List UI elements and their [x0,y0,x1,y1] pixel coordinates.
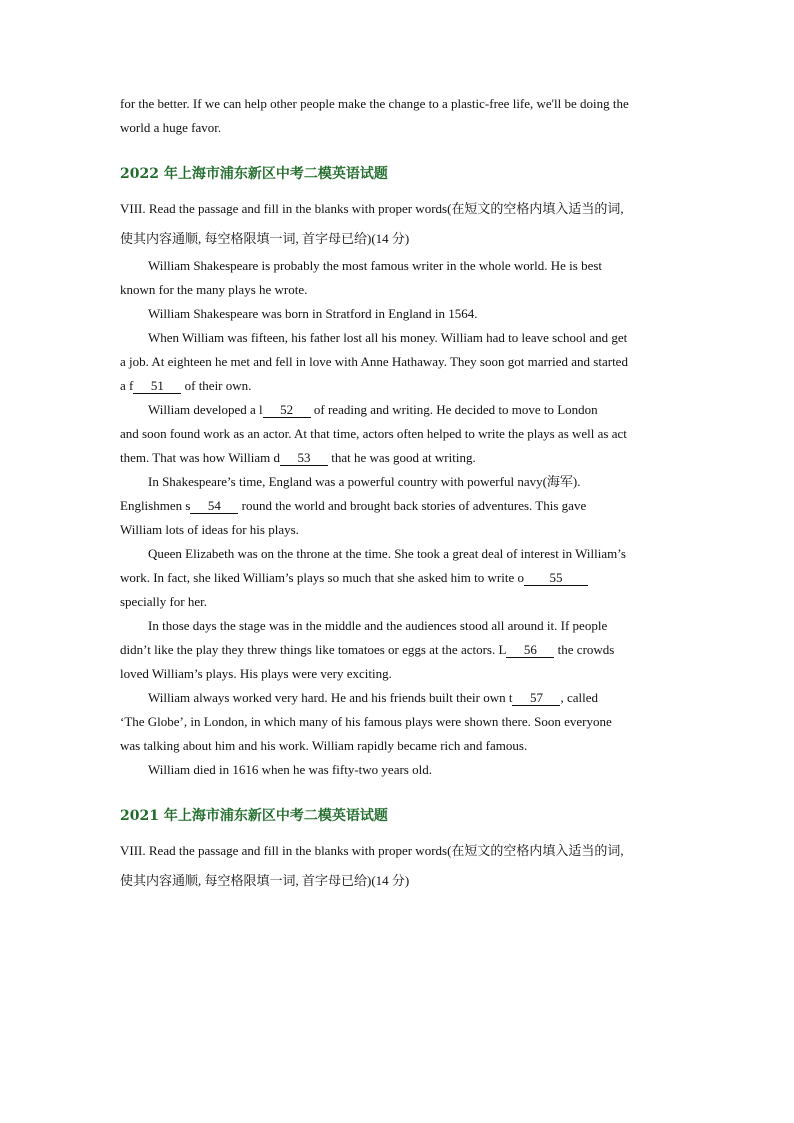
blank-57[interactable]: 57 [512,691,560,706]
passage-p7-line-2 [120,638,676,662]
passage-p3-line-1: When William was fifteen, his father lost all his money. William had to leave school and get [148,330,628,345]
text-segment: a f [120,378,134,393]
section-2022-title: 2022 年上海市浦东新区中考二模英语试题 [120,166,388,182]
text-segment: them. That was how William d [120,450,281,465]
passage-p5-line-3: William lots of ideas for his plays. [120,522,299,537]
passage-p2: William Shakespeare was born in Stratford in England in 1564. [148,306,478,321]
blank-55[interactable]: 55 [524,571,588,586]
passage-p8-line-1 [120,686,676,710]
passage-p1-line-2: known for the many plays he wrote. [120,282,308,297]
text-segment: William developed a l [148,402,263,417]
passage-p7-line-1: In those days the stage was in the middle and the audiences stood all around it. If people [148,618,608,633]
passage-p6-line-3: specially for her. [120,594,207,609]
passage-p4-line-3 [120,446,676,470]
blank-53[interactable]: 53 [280,451,328,466]
blank-52[interactable]: 52 [263,403,311,418]
text-segment: didn’t like the play they threw things like tomatoes or eggs at the actors. L [120,642,507,657]
passage-p4-line-1 [120,398,676,422]
intro-line-1: for the better. If we can help other people make the change to a plastic-free life, we'll be doing the [120,96,629,111]
section-2022-instruction-1: VIII. Read the passage and fill in the blanks with proper words(在短文的空格内填入适当的词, [120,201,624,216]
text-segment: work. In fact, she liked William’s plays so much that she asked him to write o [120,570,524,585]
passage-p6-line-2 [120,566,676,590]
passage-p3-line-2: a job. At eighteen he met and fell in love with Anne Hathaway. They soon got married and started [120,354,628,369]
blank-51[interactable]: 51 [133,379,181,394]
section-2022-instruction-2: 使其内容通顺, 每空格限填一词, 首字母已给)(14 分) [120,231,410,246]
text-segment: of reading and writing. He decided to move to London [310,402,598,417]
text-segment: William always worked very hard. He and his friends built their own t [148,690,513,705]
passage-p1-line-1: William Shakespeare is probably the most famous writer in the whole world. He is best [148,258,603,273]
passage-p9: William died in 1616 when he was fifty-two years old. [148,762,432,777]
blank-56[interactable]: 56 [506,643,554,658]
passage-p5-line-1: In Shakespeare’s time, England was a powerful country with powerful navy(海军). [148,474,581,489]
passage-p8-line-3: was talking about him and his work. William rapidly became rich and famous. [120,738,528,753]
passage-p3-line-3 [120,374,676,398]
passage-p6-line-1: Queen Elizabeth was on the throne at the time. She took a great deal of interest in William’s [148,546,626,561]
text-segment: , called [560,690,599,705]
text-segment: Englishmen s [120,498,191,513]
document-page [120,92,676,896]
intro-line-2: world a huge favor. [120,120,222,135]
passage-p4-line-2: and soon found work as an actor. At that time, actors often helped to write the plays as well as act [120,426,627,441]
section-2021-instruction-1: VIII. Read the passage and fill in the blanks with proper words(在短文的空格内填入适当的词, [120,843,624,858]
text-segment: of their own. [181,378,252,393]
text-segment: round the world and brought back stories of adventures. This gave [238,498,587,513]
passage-p8-line-2: ‘The Globe’, in London, in which many of his famous plays were shown there. Soon everyone [120,714,612,729]
blank-54[interactable]: 54 [190,499,238,514]
section-2021-instruction-2: 使其内容通顺, 每空格限填一词, 首字母已给)(14 分) [120,873,410,888]
passage-p7-line-3: loved William’s plays. His plays were very exciting. [120,666,392,681]
section-2021-title: 2021 年上海市浦东新区中考二模英语试题 [120,808,388,824]
text-segment: the crowds [554,642,615,657]
passage-p5-line-2 [120,494,676,518]
text-segment: that he was good at writing. [328,450,476,465]
